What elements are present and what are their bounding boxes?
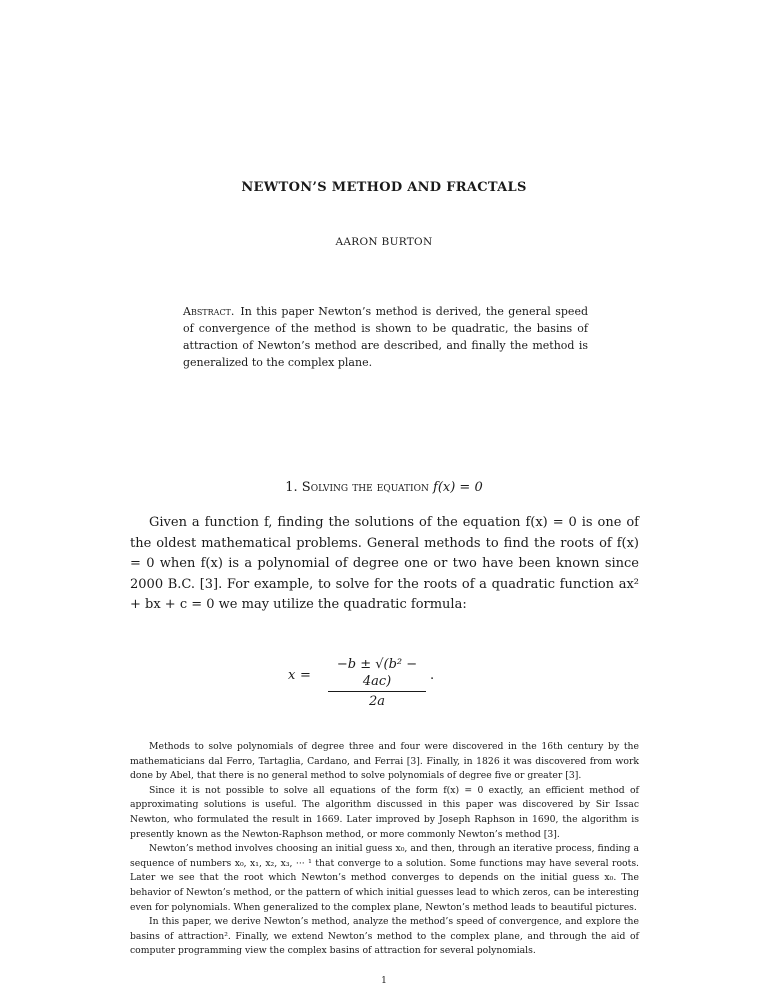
section-equation: f(x) = 0 xyxy=(433,480,483,495)
fraction-bar xyxy=(328,691,426,692)
formula-numerator: −b ± √(b² − 4ac) xyxy=(336,657,418,689)
paragraph-outline: In this paper, we derive Newton’s method, analyze the method’s speed of convergence, and explore the basins of attraction². Finally, we extend Newton’s method to the complex plane, and through the aid of computer programming view the complex basins of attraction for several polynomials. xyxy=(130,916,639,957)
abstract-label: Abstract. xyxy=(183,305,235,318)
author-name: AARON BURTON xyxy=(335,236,433,248)
section-title: Solving the equation xyxy=(301,480,429,495)
quadratic-formula xyxy=(288,656,448,709)
paragraph-history: Methods to solve polynomials of degree three and four were discovered in the 16th century by the mathematicians dal Ferro, Tartaglia, Cardano, and Ferrai [3]. Finally, in 1826 it was discovered from work done by Abel, that there is no general method to solve polynomials of degree five or greater [3]. xyxy=(130,741,639,782)
formula-fraction xyxy=(328,656,426,710)
paragraph-intro: Given a function f, finding the solutions of the equation f(x) = 0 is one of the oldest mathematical problems. General methods to find the roots of f(x) = 0 when f(x) is a polynomial of degree one or two have been known since 2000 B.C. [3]. For example, to solve for the roots of a quadratic function ax² + bx + c = 0 we may utilize the quadratic formula: xyxy=(130,515,639,613)
formula-lhs: x xyxy=(288,668,296,683)
formula-period: . xyxy=(430,668,435,683)
body-text xyxy=(130,740,639,959)
page-number: 1 xyxy=(381,976,387,986)
formula-denominator: 2a xyxy=(368,694,386,709)
abstract xyxy=(183,303,588,371)
paragraph-iteration: Newton’s method involves choosing an initial guess x₀, and then, through an iterative process, finding a sequence of numbers x₀, x₁, x₂, x₃, ··· ¹ that converge to a solution. Some functions may have several roots. Later we see that the root which Newton’s method converges to depends on the initial guess x₀. The behavior of Newton’s method, or the pattern of which initial guesses lead to which zeros, can be interesting even for polynomials. When generalized to the complex plane, Newton’s method leads to beautiful pictures. xyxy=(130,843,639,913)
paragraph-newton: Since it is not possible to solve all equations of the form f(x) = 0 exactly, an efficient method of approximating solutions is useful. The algorithm discussed in this paper was discovered by Sir Issac Newton, who formulated the result in 1669. Later improved by Joseph Raphson in 1690, the algorithm is presently known as the Newton-Raphson method, or more commonly Newton’s method [3]. xyxy=(130,784,639,840)
formula-equals: = xyxy=(300,668,311,683)
section-number: 1. xyxy=(285,480,298,495)
paper-title: NEWTON’S METHOD AND FRACTALS xyxy=(241,180,527,195)
section-heading xyxy=(0,480,768,495)
abstract-text: In this paper Newton’s method is derived, the general speed of convergence of the method is shown to be quadratic, the basins of attraction of Newton’s method are described, and finally the method is generalized to the complex plane. xyxy=(183,305,588,369)
